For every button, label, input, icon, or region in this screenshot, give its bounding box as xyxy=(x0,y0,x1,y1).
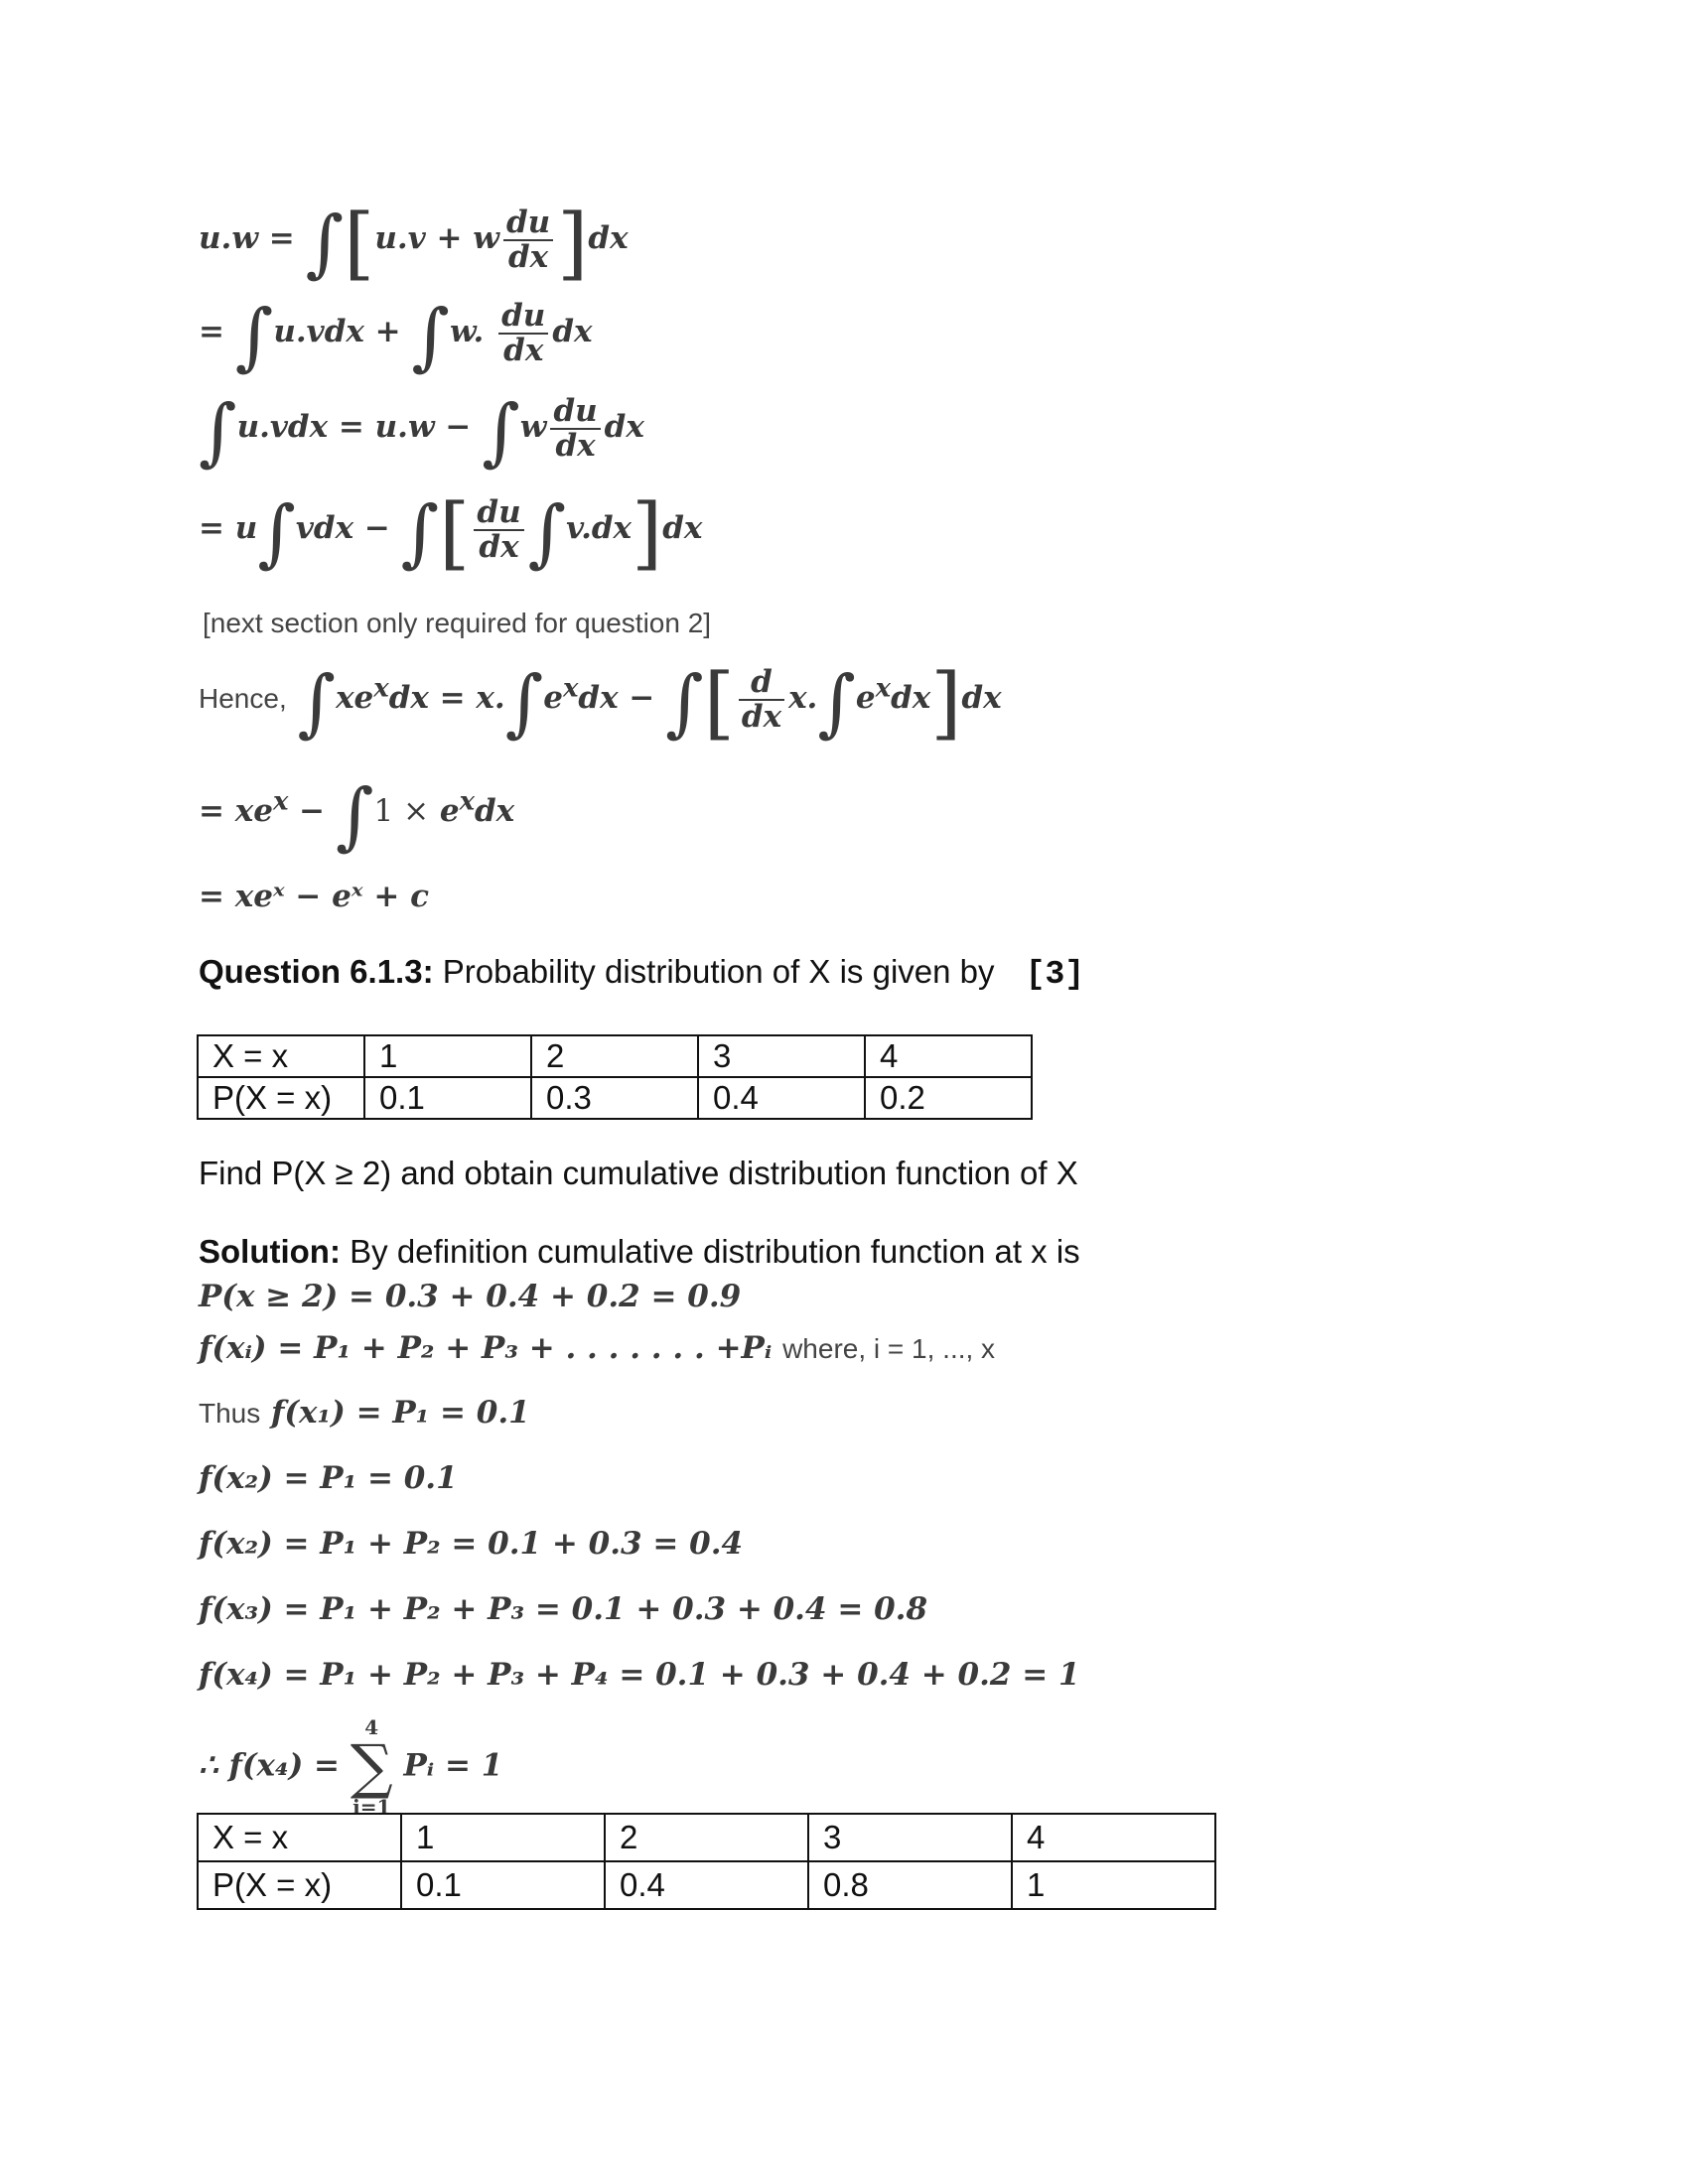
table-cell: 3 xyxy=(808,1814,1012,1861)
solution-eq-3: Thus f(x₁) = P₁ = 0.1 xyxy=(199,1395,530,1431)
probability-table xyxy=(197,1034,1033,1120)
table-row xyxy=(198,1077,1032,1119)
hence-line-3: = xeˣ − eˣ + c xyxy=(199,879,429,914)
solution-text: By definition cumulative distribution function at x is xyxy=(350,1233,1080,1270)
cumulative-distribution-table xyxy=(197,1813,1216,1910)
table-cell: 2 xyxy=(531,1035,698,1077)
solution-eq-2: f(xᵢ) = P₁ + P₂ + P₃ + . . . . . . . +Pᵢ where, i = 1, ..., x xyxy=(199,1330,996,1366)
hence-label: Hence, xyxy=(199,683,287,714)
solution-eq-4: f(x₂) = P₁ = 0.1 xyxy=(199,1460,458,1496)
table-cell: X = x xyxy=(198,1814,401,1861)
table-cell: 0.2 xyxy=(865,1077,1032,1119)
question-marks: [3] xyxy=(1025,956,1085,993)
solution-heading xyxy=(199,1233,1080,1271)
solution-eq-1: P(x ≥ 2) = 0.3 + 0.4 + 0.2 = 0.9 xyxy=(199,1279,742,1314)
table-cell: 0.4 xyxy=(605,1861,808,1909)
table-cell: 4 xyxy=(1012,1814,1215,1861)
index-range: where, i = 1, ..., x xyxy=(782,1333,996,1364)
table-cell: 0.1 xyxy=(401,1861,605,1909)
table-cell: 3 xyxy=(698,1035,865,1077)
find-instruction: Find P(X ≥ 2) and obtain cumulative distribution function of X xyxy=(199,1155,1078,1191)
solution-eq-7: f(x₄) = P₁ + P₂ + P₃ + P₄ = 0.1 + 0.3 + 0.4 + 0.2 = 1 xyxy=(199,1657,1080,1693)
table-cell: 0.3 xyxy=(531,1077,698,1119)
table-row xyxy=(198,1814,1215,1861)
table-cell: P(X = x) xyxy=(198,1861,401,1909)
table-cell: X = x xyxy=(198,1035,364,1077)
derivation-line-2: = ∫u.vdx + ∫w. $\frac{du}{dx}$ dx xyxy=(199,294,593,380)
sigma-icon: ∑ xyxy=(350,1732,393,1802)
table-cell: 0.1 xyxy=(364,1077,531,1119)
table-cell: 2 xyxy=(605,1814,808,1861)
table-cell: 0.4 xyxy=(698,1077,865,1119)
summation: 4 ∑ i=1 xyxy=(350,1715,393,1819)
table-row xyxy=(198,1861,1215,1909)
table-cell: 0.8 xyxy=(808,1861,1012,1909)
table-cell: 1 xyxy=(364,1035,531,1077)
question-heading xyxy=(199,953,1084,993)
table-cell: 1 xyxy=(1012,1861,1215,1909)
derivation-line-4: = u∫vdx − ∫[ $\frac{du}{dx}$ ∫v.dx]dx xyxy=(199,486,703,579)
question-label: Question 6.1.3: xyxy=(199,953,434,990)
solution-label: Solution: xyxy=(199,1233,341,1270)
derivation-line-3: ∫u.vdx = u.w − ∫w $\frac{du}{dx}$ dx xyxy=(199,389,644,476)
section-note: [next section only required for question 2] xyxy=(203,608,712,638)
derivation-line-1: u.w = ∫[u.v + w $\frac{du}{dx}$ ]dx xyxy=(199,197,629,289)
hence-line-2: = $xe^x - \int 1 \times e^xdx$ xyxy=(199,773,515,859)
thus-label: Thus xyxy=(199,1398,261,1429)
hence-line-1: Hence, $\int xe^xdx = x.\int e^xdx$ − ∫[ $\frac{d}{dx}$ $x.\int e^xdx]dx$ xyxy=(199,656,1002,749)
solution-eq-6: f(x₃) = P₁ + P₂ + P₃ = 0.1 + 0.3 + 0.4 = 0.8 xyxy=(199,1591,928,1627)
table-cell: 1 xyxy=(401,1814,605,1861)
question-text: Probability distribution of X is given by xyxy=(442,953,995,990)
table-cell: P(X = x) xyxy=(198,1077,364,1119)
table-cell: 4 xyxy=(865,1035,1032,1077)
table-row xyxy=(198,1035,1032,1077)
solution-eq-5: f(x₂) = P₁ + P₂ = 0.1 + 0.3 = 0.4 xyxy=(199,1526,744,1562)
solution-eq-8: ∴ f(x₄) = 4 ∑ i=1 Pᵢ = 1 xyxy=(199,1715,503,1819)
